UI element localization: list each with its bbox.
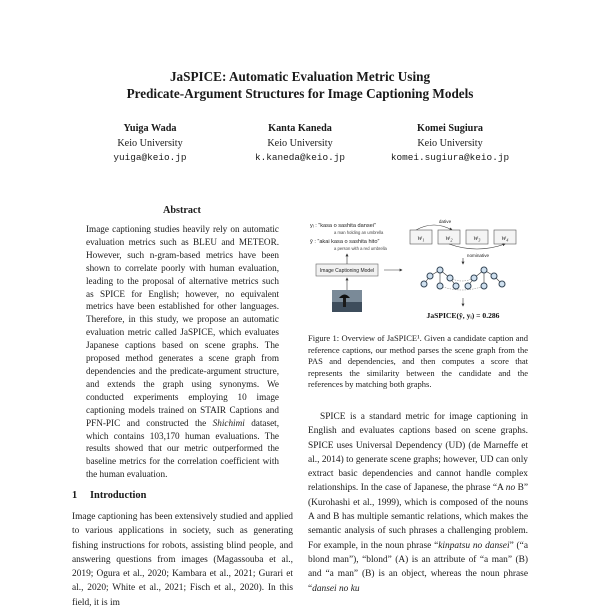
body-text-c: ” (“a blond man”), “blond” (A) is an attribute of “a man” (B) and “a man” (B) is an object, whereas the noun phrase “	[308, 540, 529, 594]
graph-node	[447, 275, 453, 281]
graph-node	[491, 273, 497, 279]
body-text-b: B” (Kurohashi et al., 1999), which is composed of the nouns A and B has multiple semantic relations, which makes the semantic analysis of such phrases a challenging problem. For example, in the noun phrase “	[308, 483, 529, 551]
abstract-part-1: Image captioning studies heavily rely on automatic evaluation metrics such as BLEU and METEOR. However, such n-gram-based metrics have been shown to correlate poorly with human evaluation, leading to the proposal of alternative metrics such as SPICE for English; however, no equivalent metrics have been established for other languages. Therefore, in this study, we propose an automatic evaluation metric called JaSPICE, which evaluates Japanese captions based on scene graphs. The proposed method generates a scene graph from dependencies and the predicate-argument structure, and extends the graph using synonyms. We conducted experiments employing 10 image captioning models trained on STAIR Captions and PFN-PIC and constructed the	[86, 224, 279, 428]
photo-sea	[332, 302, 362, 312]
author-email: k.kaneda@keio.jp	[254, 152, 345, 163]
figure-dative-arc	[416, 225, 452, 230]
graph-node	[499, 281, 505, 287]
token-1: w₁	[417, 234, 425, 242]
figure-candidate-caption: ŷ : “akai kasa o sashita hito”	[310, 239, 380, 245]
body-particle-no: no	[505, 483, 516, 494]
figure-nominative-label: nominative	[466, 253, 490, 258]
body-text-a: SPICE is a standard metric for image captioning in English and evaluates captions based on scene graphs. SPICE uses Universal Dependency (UD) (de Marneffe et al., 2014) to generate scene graphs; however, UD can only extract basic dependencies and cannot handle complex relationships. In the case of Japanese, the phrase “A	[308, 412, 528, 494]
introduction-text: Image captioning has been extensively studied and applied to various applications in society, such as generating fishing instructions for robots, assisting blind people, and answering questions from images (Magassouba et al., 2019; Ogura et al., 2020; Kambara et al., 2021; Gurari et al., 2020; White et al., 2021; Fisch et al., 2020). In this field, it is im	[72, 512, 293, 608]
figure-reference-gloss: a man holding an umbrella	[334, 230, 384, 235]
author-email: yuiga@keio.jp	[113, 152, 187, 163]
body-paragraph-spice	[308, 410, 528, 600]
graph-node	[465, 283, 471, 289]
graph-node	[437, 267, 443, 273]
author-affiliation: Keio University	[117, 137, 183, 149]
figure-token-row	[410, 230, 516, 244]
figure-model-label: Image Captioning Model	[319, 268, 375, 274]
figure-1	[306, 218, 528, 326]
title-line-2: Predicate-Argument Structures for Image Captioning Models	[126, 86, 474, 101]
abstract-text	[86, 223, 279, 481]
graph-node	[481, 267, 487, 273]
figure-reference-caption: yᵢ : “kasa o sashita dansei”	[310, 223, 376, 229]
abstract-dataset-name: Shichimi	[212, 417, 245, 428]
graph-node	[421, 281, 427, 287]
graph-node	[481, 283, 487, 289]
section-title: Introduction	[90, 490, 147, 501]
author-email: komei.sugiura@keio.jp	[390, 152, 510, 163]
graph-node	[453, 283, 459, 289]
figure-1-caption: Figure 1: Overview of JaSPICE¹. Given a candidate caption and reference captions, our method parses the scene graph from the PAS and dependencies, and then computes a score that represents the similarity between the candidate and the references by matching both graphs.	[308, 333, 528, 390]
figure-nominative-arc	[449, 244, 505, 249]
section-heading-introduction	[72, 490, 146, 501]
author-3	[365, 122, 535, 166]
figure-photo	[332, 290, 362, 312]
author-name: Yuiga Wada	[123, 123, 177, 134]
paper-title	[0, 68, 600, 102]
author-name: Komei Sugiura	[417, 123, 483, 134]
graph-match-links	[440, 278, 484, 290]
graph-node	[471, 275, 477, 281]
figure-candidate-gloss: a person with a red umbrella	[334, 246, 387, 251]
photo-person	[343, 297, 346, 307]
author-name: Kanta Kaneda	[268, 123, 332, 134]
author-affiliation: Keio University	[267, 137, 333, 149]
token-4: w₄	[501, 234, 509, 242]
graph-node	[427, 273, 433, 279]
section-number: 1	[72, 490, 78, 501]
figure-scene-graphs	[421, 267, 505, 290]
body-example-dansei: dansei no ku	[312, 583, 360, 594]
abstract-heading: Abstract	[163, 205, 201, 216]
title-line-1: JaSPICE: Automatic Evaluation Metric Using	[169, 69, 431, 84]
figure-score: JaSPICE(ŷ, yᵢ) = 0.286	[426, 311, 500, 320]
token-2: w₂	[445, 234, 453, 242]
figure-dative-label: dative	[438, 219, 452, 224]
author-affiliation: Keio University	[417, 137, 483, 149]
body-example-kinpatsu: kinpatsu no dansei	[438, 540, 510, 551]
author-1	[65, 122, 235, 166]
abstract-part-2: dataset, which contains 103,170 human evaluations. The results showed that our metric outperformed the baseline metrics for the correlation coefficient with the human evaluation.	[86, 417, 280, 480]
token-3: w₃	[473, 234, 481, 242]
graph-node	[437, 283, 443, 289]
author-2	[215, 122, 385, 166]
